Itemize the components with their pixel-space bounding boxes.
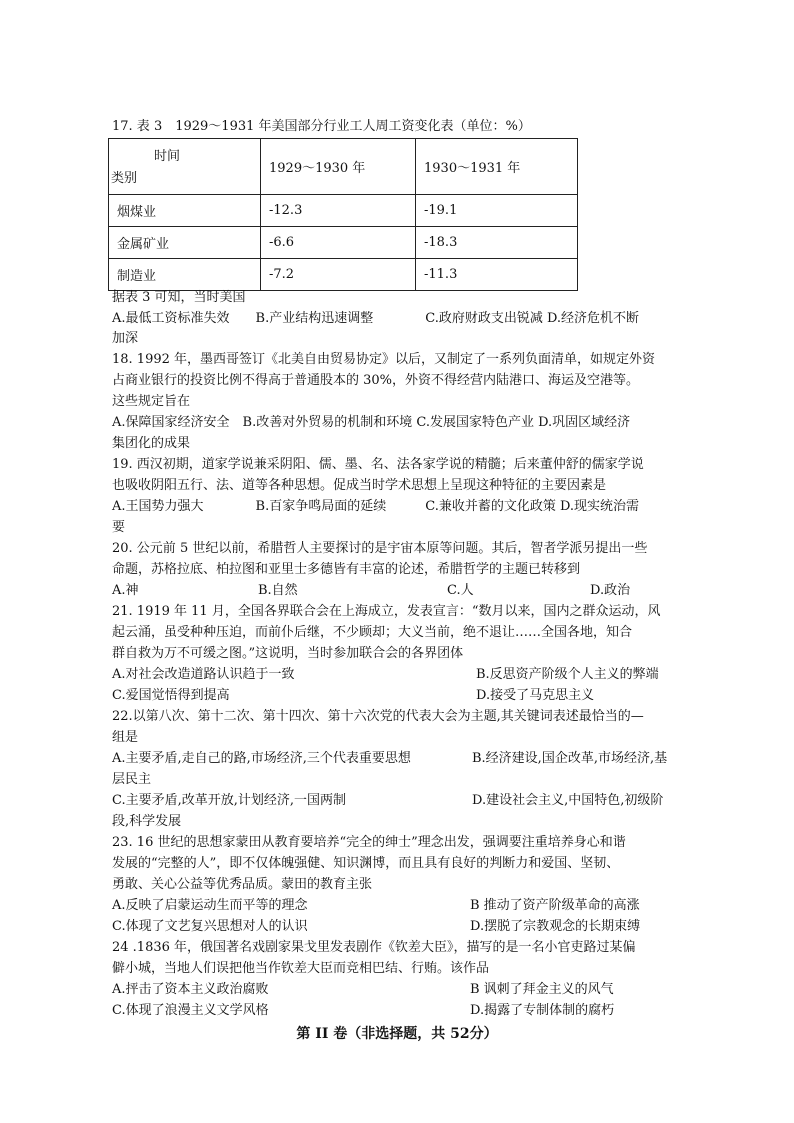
table-header-row xyxy=(109,139,578,195)
q20-option-b: B.自然 xyxy=(258,583,298,598)
q18-line: 占商业银行的投资比例不得高于普通股本的 30%，外资不得经营内陆港口、海运及空港等。 xyxy=(112,373,640,388)
q23-option-b: B 推动了资产阶级革命的高涨 xyxy=(470,898,640,913)
header-category-label: 类别 xyxy=(111,171,138,186)
q22-line: 组是 xyxy=(112,730,139,745)
q21-line: 21. 1919 年 11 月，全国各界联合会在上海成立，发表宣言：“数月以来，国内之群众运动，风 xyxy=(112,604,661,619)
column-header: 1930～1931 年 xyxy=(416,139,578,195)
q19-options: A.王国势力强大 B.百家争鸣局面的延续 C.兼收并蓄的文化政策 D.现实统治需 xyxy=(112,499,640,514)
q17-stem: 据表 3 可知，当时美国 xyxy=(112,290,246,305)
q19-line: 19. 西汉初期，道家学说兼采阴阳、儒、墨、名、法各家学说的精髓；后来董仲舒的儒家学说 xyxy=(112,457,644,472)
table-row xyxy=(109,227,578,259)
column-header: 1929～1930 年 xyxy=(261,139,416,195)
q17-caption: 17. 表 3 1929～1931 年美国部分行业工人周工资变化表（单位：%） xyxy=(112,119,531,134)
q22-option-b: B.经济建设,国企改革,市场经济,基 xyxy=(472,751,668,766)
q24-option-a: A.抨击了资本主义政治腐败 xyxy=(112,982,269,997)
q21-option-d: D.接受了马克思主义 xyxy=(476,688,595,703)
q21-option-b: B.反思资产阶级个人主义的弊端 xyxy=(476,667,659,682)
table-cell: -12.3 xyxy=(261,195,416,227)
q19-line: 也吸收阴阳五行、法、道等各种思想。促成当时学术思想上呈现这种特征的主要因素是 xyxy=(112,478,607,493)
q17-options-cont: 加深 xyxy=(112,331,139,346)
q22-option-d: D.建设社会主义,中国特色,初级阶 xyxy=(472,793,664,808)
row-label: 制造业 xyxy=(109,259,261,291)
q23-option-d: D.摆脱了宗教观念的长期束缚 xyxy=(470,919,641,934)
q18-line: 18. 1992 年，墨西哥签订《北美自由贸易协定》以后，又制定了一系列负面清单，如规定外资 xyxy=(112,352,656,367)
q23-line: 勇敢、关心公益等优秀品质。蒙田的教育主张 xyxy=(112,877,373,892)
table-cell: -6.6 xyxy=(261,227,416,259)
q21-line: 起云涌，虽受种种压迫，而前仆后继，不少顾却；大义当前，绝不退让……全国各地，知合 xyxy=(112,625,633,640)
q22-line: 22.以第八次、第十二次、第十四次、第十六次党的代表大会为主题,其关键词表述最恰当的— xyxy=(112,709,644,724)
q22-option-a: A.主要矛盾,走自己的路,市场经济,三个代表重要思想 xyxy=(112,751,411,766)
table-cell: -18.3 xyxy=(416,227,578,259)
section-title: 第 II 卷（非选择题，共 52分） xyxy=(296,1026,498,1042)
wage-table xyxy=(108,138,578,291)
table-row xyxy=(109,259,578,291)
q22-option-b-cont: 层民主 xyxy=(112,772,152,787)
q20-line: 命题，苏格拉底、柏拉图和亚里士多德皆有丰富的论述，希腊哲学的主题已转移到 xyxy=(112,562,581,577)
q23-line: 发展的“完整的人”，即不仅体魄强健、知识渊博，而且具有良好的判断力和爱国、坚韧、 xyxy=(112,856,620,871)
q21-option-a: A.对社会改造道路认识趋于一致 xyxy=(112,667,295,682)
q21-option-c: C.爱国觉悟得到提高 xyxy=(112,688,230,703)
q24-option-c: C.体现了浪漫主义文学风格 xyxy=(112,1003,269,1018)
row-label: 金属矿业 xyxy=(109,227,261,259)
q20-option-a: A.神 xyxy=(112,583,139,598)
q23-option-a: A.反映了启蒙运动生而平等的理念 xyxy=(112,898,308,913)
table-corner-cell xyxy=(109,139,261,195)
q18-options: A.保障国家经济安全 B.改善对外贸易的机制和环境 C.发展国家特色产业 D.巩固区域经济 xyxy=(112,415,631,430)
q24-line: 僻小城，当地人们误把他当作钦差大臣而竞相巴结、行贿。该作品 xyxy=(112,961,490,976)
header-time-label: 时间 xyxy=(154,149,181,164)
q21-line: 群自救为万不可缓之图。”这说明，当时参加联合会的各界团体 xyxy=(112,646,464,661)
table-row xyxy=(109,195,578,227)
q18-options-cont: 集团化的成果 xyxy=(112,436,191,451)
row-label: 烟煤业 xyxy=(109,195,261,227)
q20-line: 20. 公元前 5 世纪以前，希腊哲人主要探讨的是宇宙本原等问题。其后，智者学派另提出一些 xyxy=(112,541,648,556)
q22-option-c: C.主要矛盾,改革开放,计划经济,一国两制 xyxy=(112,793,347,808)
q20-option-d: D.政治 xyxy=(590,583,631,598)
q17-options: A.最低工资标准失效 B.产业结构迅速调整 C.政府财政支出锐减 D.经济危机不断 xyxy=(112,311,640,326)
q20-option-c: C.人 xyxy=(447,583,474,598)
q19-options-cont: 要 xyxy=(112,520,126,535)
table-cell: -11.3 xyxy=(416,259,578,291)
q24-option-b: B 讽刺了拜金主义的风气 xyxy=(470,982,614,997)
q24-option-d: D.揭露了专制体制的腐朽 xyxy=(470,1003,615,1018)
q24-line: 24 .1836 年，俄国著名戏剧家果戈里发表剧作《钦差大臣》，描写的是一名小官吏路过某偏 xyxy=(112,940,636,955)
q22-option-d-cont: 段,科学发展 xyxy=(112,814,182,829)
q18-line: 这些规定旨在 xyxy=(112,394,191,409)
table-cell: -7.2 xyxy=(261,259,416,291)
q23-option-c: C.体现了文艺复兴思想对人的认识 xyxy=(112,919,308,934)
q23-line: 23. 16 世纪的思想家蒙田从教育要培养“完全的绅士”理念出发，强调要注重培养身心和谐 xyxy=(112,835,626,850)
table-cell: -19.1 xyxy=(416,195,578,227)
